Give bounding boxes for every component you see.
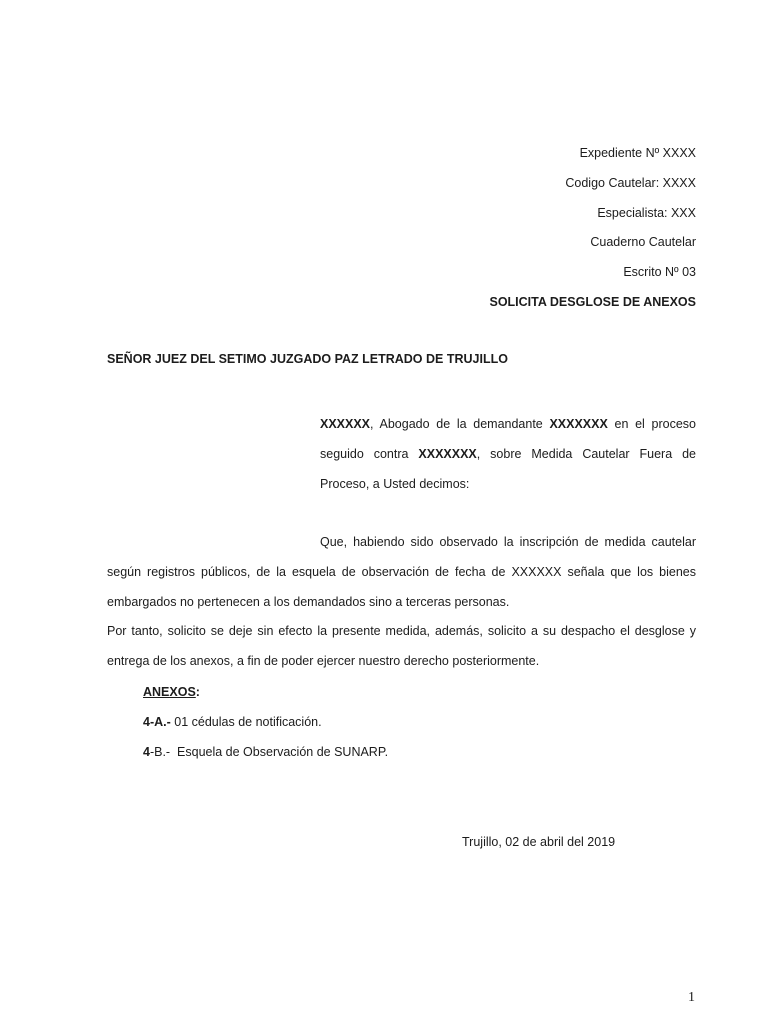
intro-paragraph <box>320 410 696 499</box>
addressee: SEÑOR JUEZ DEL SETIMO JUZGADO PAZ LETRADO DE TRUJILLO <box>107 352 508 366</box>
body-paragraph-2: Por tanto, solicito se deje sin efecto la presente medida, además, solicito a su despacho el desglose y entrega de los anexos, a fin de poder ejercer nuestro derecho posteriormente. <box>107 624 696 669</box>
place-and-date: Trujillo, 02 de abril del 2019 <box>462 835 616 849</box>
specialist: Especialista: XXX <box>597 205 696 220</box>
body-paragraph-1: Que, habiendo sido observado la inscripción de medida cautelar según registros públicos, de la esquela de observación de fecha de XXXXXX señala que los bienes embargados no pertenecen a los demandados sino a terceras personas. <box>107 535 696 609</box>
petition-title: SOLICITA DESGLOSE DE ANEXOS <box>489 294 696 309</box>
filing-number: Escrito Nº 03 <box>623 265 696 280</box>
intro-text-1: , Abogado de la demandante <box>370 417 550 431</box>
intro-text-2: en el proceso seguido contra <box>320 417 696 461</box>
precautionary-code: Codigo Cautelar: XXXX <box>565 175 696 190</box>
annexes-title: ANEXOS: <box>143 685 200 699</box>
annex-item: 4-B.- Esquela de Observación de SUNARP. <box>143 744 389 759</box>
annex-item: 4-A.- 01 cédulas de notificación. <box>143 714 322 729</box>
intro-text-3: , sobre Medida Cautelar Fuera de Proceso, a Usted decimos: <box>320 446 696 491</box>
page-number: 1 <box>688 990 695 1005</box>
lawyer-name: XXXXXX <box>320 417 371 431</box>
annexes-section <box>143 678 388 767</box>
body-text <box>107 528 696 677</box>
defendant-name: XXXXXXX <box>418 446 477 461</box>
case-header <box>296 143 696 322</box>
notebook-type: Cuaderno Cautelar <box>590 235 696 250</box>
plaintiff-name: XXXXXXX <box>549 417 608 431</box>
case-number: Expediente Nº XXXX <box>579 146 696 160</box>
